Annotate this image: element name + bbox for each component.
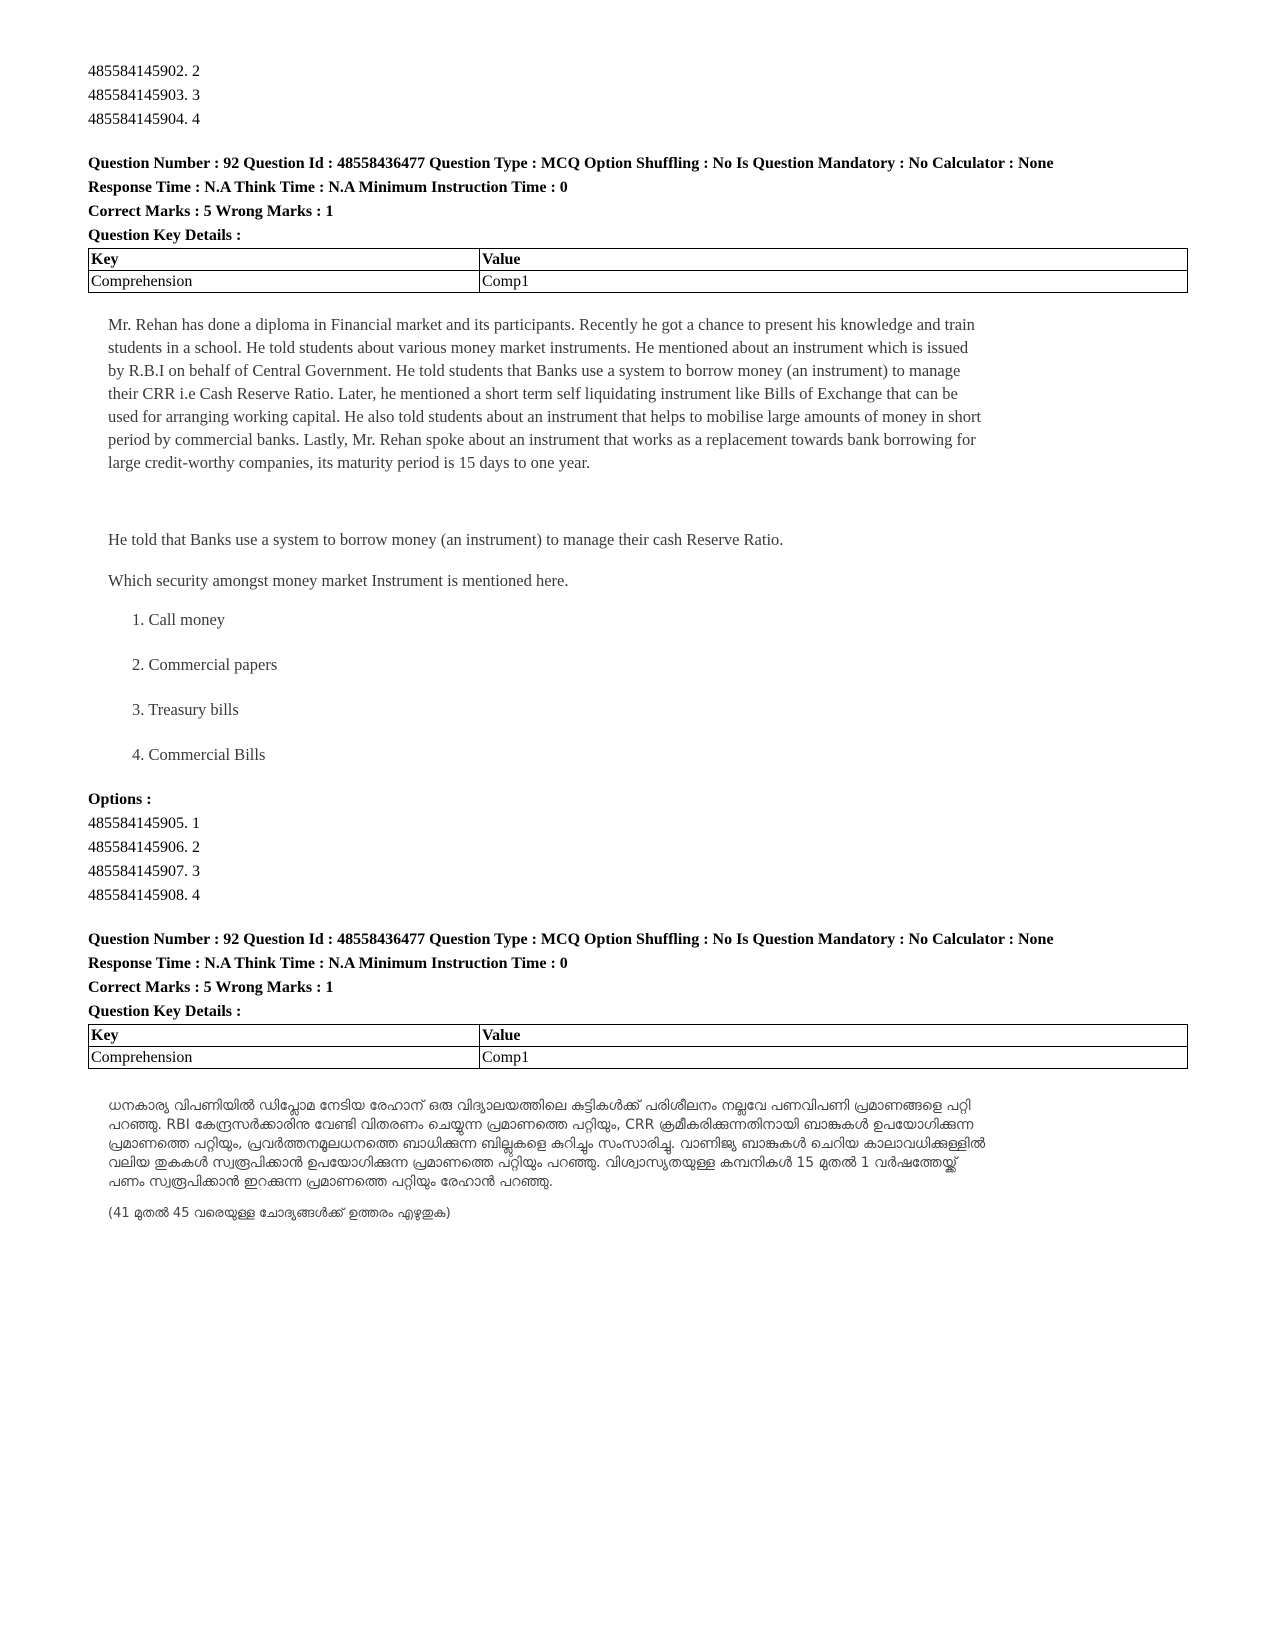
answer-choices: [132, 608, 1188, 766]
table-header-row: [89, 249, 1188, 271]
table-header-key: Key: [89, 249, 480, 271]
option-line: 485584145905. 1: [88, 815, 200, 832]
question-text: Which security amongst money market Instrument is mentioned here.: [108, 571, 569, 590]
question-timing: Response Time : N.A Think Time : N.A Minimum Instruction Time : 0: [88, 179, 568, 196]
answer-choice: 4. Commercial Bills: [132, 745, 266, 764]
table-cell-value: Comp1: [480, 271, 1188, 293]
table-row: [89, 271, 1188, 293]
option-line: 485584145904. 4: [88, 111, 200, 128]
question-block-malayalam: [88, 928, 1188, 1223]
malayalam-passage: ധനകാര്യ വിപണിയിൽ ഡിപ്ലോമ നേടിയ രേഹാന് ഒരു വിദ്യാലയത്തിലെ കുട്ടികൾക്ക് പരിശീലനം നല്ലവേ പണവിപണി പ്രമാണങ്ങളെ പറ്റി പറഞ്ഞു. RBI കേന്ദ്രസർക്കാരിനു വേണ്ടി വിതരണം ചെയ്യുന്ന പ്രമാണത്തെ പറ്റിയും, CRR ക്രമീകരിക്കുന്നതിനായി ബാങ്കുകൾ ഉപയോഗിക്കുന്ന പ്രമാണത്തെ പറ്റിയും, പ്രവർത്തനമൂലധനത്തെ ബാധിക്കുന്ന ബില്ലുകളെ കുറിച്ചും സംസാരിച്ചു. വാണിജ്യ ബാങ്കുകൾ ചെറിയ കാലാവധിക്കുള്ളിൽ വലിയ തുകകൾ സ്വരൂപിക്കാൻ ഉപയോഗിക്കുന്ന പ്രമാണത്തെ പറ്റിയും പറഞ്ഞു. വിശ്വാസ്യതയുള്ള കമ്പനികൾ 15 മുതൽ 1 വർഷത്തേയ്ക്ക് പണം സ്വരൂപിക്കാൻ ഇറക്കുന്ന പ്രമാണത്തെ പറ്റിയും രേഹാൻ പറഞ്ഞു.: [108, 1098, 986, 1190]
options-label: Options :: [88, 791, 152, 808]
question-image: [108, 313, 1188, 766]
answer-choice: 3. Treasury bills: [132, 700, 239, 719]
key-details-table: [88, 248, 1188, 293]
option-line: 485584145902. 2: [88, 63, 200, 80]
option-line: 485584145908. 4: [88, 887, 200, 904]
table-row: [89, 1047, 1188, 1069]
malayalam-question-image: [108, 1097, 1188, 1223]
question-marks: Correct Marks : 5 Wrong Marks : 1: [88, 979, 334, 996]
answer-choice: 1. Call money: [132, 610, 226, 629]
option-line: 485584145907. 3: [88, 863, 200, 880]
previous-options: [88, 60, 1188, 132]
question-header: Question Number : 92 Question Id : 48558436477 Question Type : MCQ Option Shuffling : No Is Question Mandatory : No Calculator : None: [88, 155, 1054, 172]
question-stem: He told that Banks use a system to borrow money (an instrument) to manage their cash Reserve Ratio.: [108, 530, 784, 549]
table-header-value: Value: [480, 1025, 1188, 1047]
question-timing: Response Time : N.A Think Time : N.A Minimum Instruction Time : 0: [88, 955, 568, 972]
key-details-table: [88, 1024, 1188, 1069]
key-details-label: Question Key Details :: [88, 227, 242, 244]
question-block-english: [88, 152, 1188, 908]
table-header-value: Value: [480, 249, 1188, 271]
document-page: [88, 60, 1188, 1223]
malayalam-instruction: (41 മുതൽ 45 വരെയുള്ള ചോദ്യങ്ങൾക്ക് ഉത്തരം എഴുതുക): [108, 1206, 451, 1221]
table-cell-value: Comp1: [480, 1047, 1188, 1069]
table-cell-key: Comprehension: [89, 1047, 480, 1069]
option-line: 485584145906. 2: [88, 839, 200, 856]
question-marks: Correct Marks : 5 Wrong Marks : 1: [88, 203, 334, 220]
answer-choice: 2. Commercial papers: [132, 655, 278, 674]
table-cell-key: Comprehension: [89, 271, 480, 293]
table-header-key: Key: [89, 1025, 480, 1047]
key-details-label: Question Key Details :: [88, 1003, 242, 1020]
table-header-row: [89, 1025, 1188, 1047]
option-line: 485584145903. 3: [88, 87, 200, 104]
question-header: Question Number : 92 Question Id : 48558436477 Question Type : MCQ Option Shuffling : No Is Question Mandatory : No Calculator : None: [88, 931, 1054, 948]
comprehension-passage: Mr. Rehan has done a diploma in Financial market and its participants. Recently he got a chance to present his knowledge and train students in a school. He told students about various money market instruments. He mentioned about an instrument which is issued by R.B.I on behalf of Central Government. He told students that Banks use a system to borrow money (an instrument) to manage their CRR i.e Cash Reserve Ratio. Later, he mentioned a short term self liquidating instrument like Bills of Exchange that can be used for arranging working capital. He also told students about an instrument that helps to mobilise large amounts of money in short period by commercial banks. Lastly, Mr. Rehan spoke about an instrument that works as a replacement towards bank borrowing for large credit-worthy companies, its maturity period is 15 days to one year.: [108, 315, 982, 472]
